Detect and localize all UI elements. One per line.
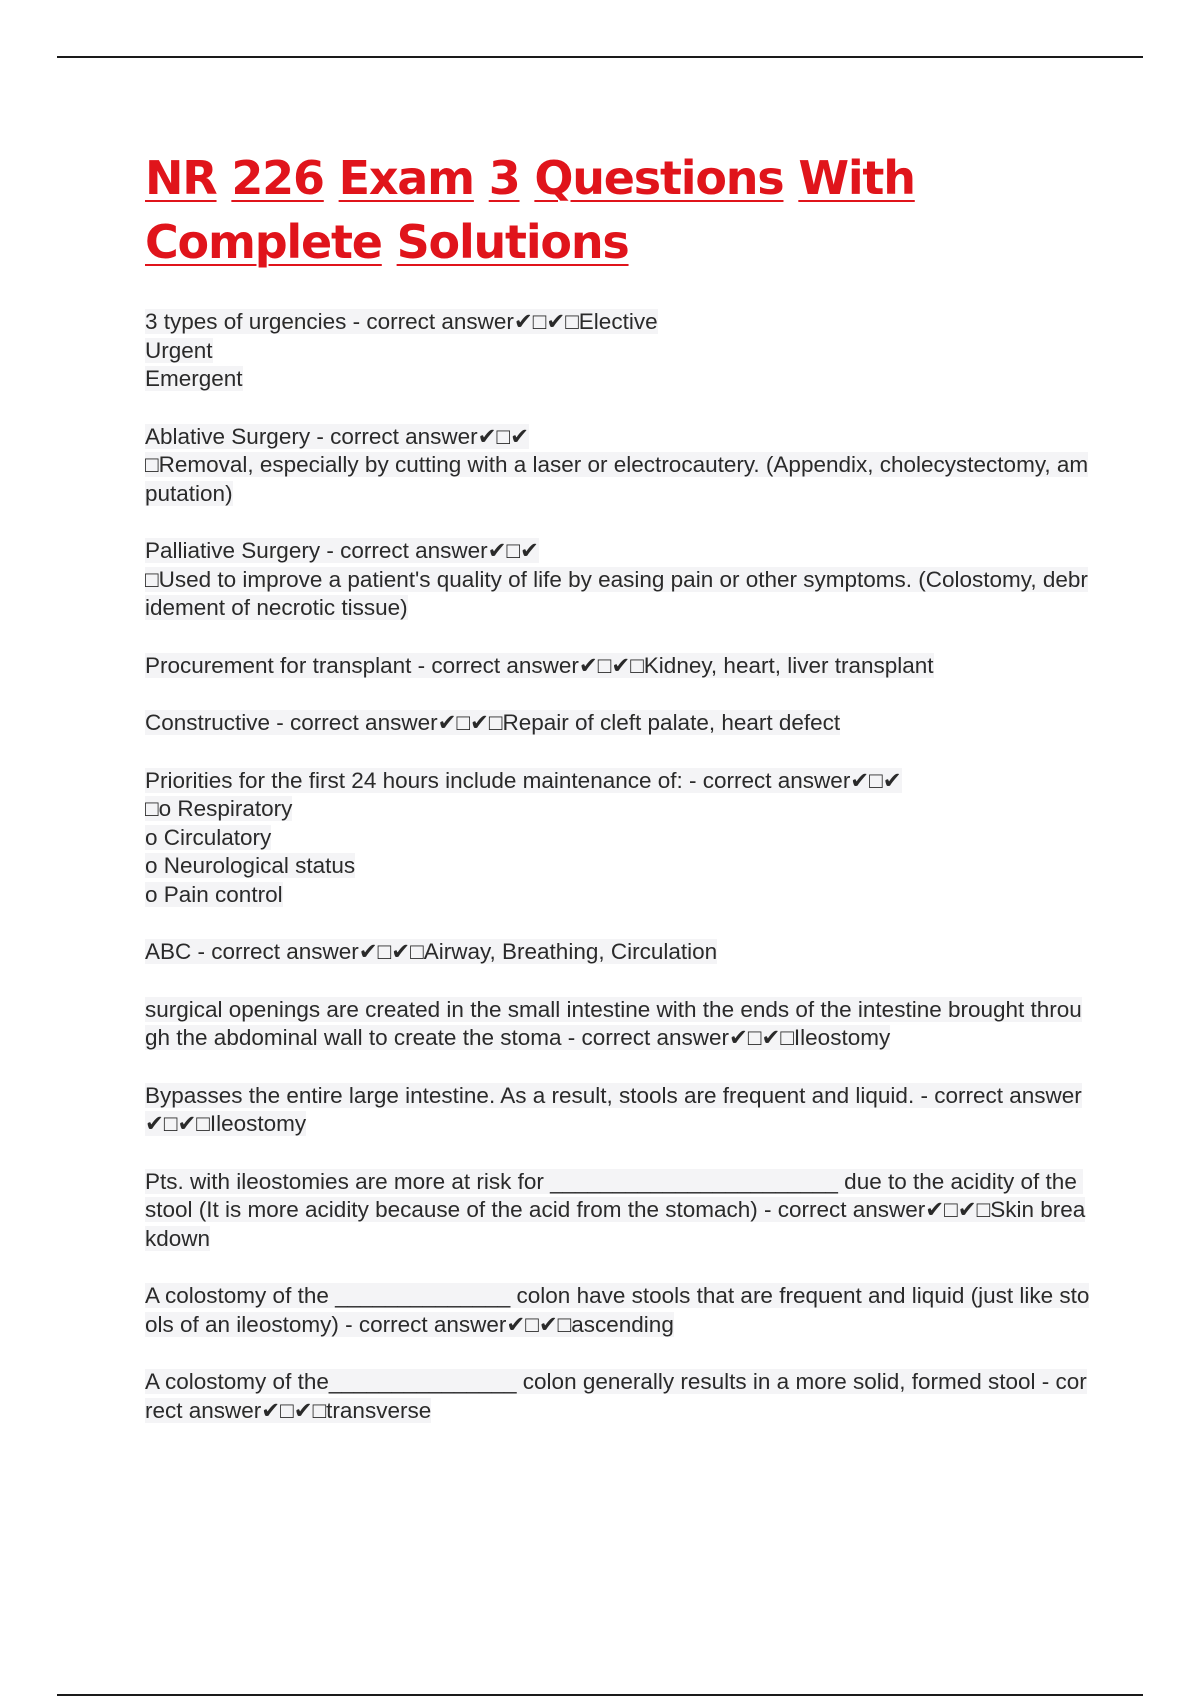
- title-word: 226: [231, 151, 324, 205]
- qa-item: [145, 652, 1091, 681]
- title-word: NR: [145, 151, 217, 205]
- qa-text: Bypasses the entire large intestine. As a result, stools are frequent and liquid. - correct answer✔□✔□Ileostomy: [145, 1082, 1082, 1136]
- qa-text: Palliative Surgery - correct answer✔□✔ □Used to improve a patient's quality of life by easing pain or other symptoms. (Colostomy, debridement of necrotic tissue): [145, 538, 1088, 620]
- qa-text: surgical openings are created in the small intestine with the ends of the intestine brought through the abdominal wall to create the stoma - correct answer✔□✔□Ileostomy: [145, 996, 1082, 1050]
- qa-item: [145, 767, 1091, 910]
- title-word: Questions: [534, 151, 784, 205]
- title-word: Complete: [145, 215, 382, 269]
- qa-text: A colostomy of the_______________ colon generally results in a more solid, formed stool - correct answer✔□✔□transverse: [145, 1369, 1087, 1423]
- qa-item: [145, 423, 1091, 509]
- qa-item: [145, 938, 1091, 967]
- qa-item: [145, 1082, 1091, 1139]
- qa-text: Priorities for the first 24 hours include maintenance of: - correct answer✔□✔ □o Respiratory o Circulatory o Neurological status o Pain control: [145, 767, 902, 907]
- qa-item: [145, 996, 1091, 1053]
- document-title: [145, 146, 1091, 274]
- title-word: Solutions: [396, 215, 629, 269]
- qa-item: [145, 1282, 1091, 1339]
- qa-text: 3 types of urgencies - correct answer✔□✔□Elective Urgent Emergent: [145, 309, 658, 391]
- bottom-rule: [57, 1694, 1143, 1696]
- title-word: Exam: [338, 151, 474, 205]
- qa-text: Procurement for transplant - correct answer✔□✔□Kidney, heart, liver transplant: [145, 652, 934, 678]
- qa-item: [145, 1168, 1091, 1254]
- qa-text: Constructive - correct answer✔□✔□Repair of cleft palate, heart defect: [145, 710, 841, 735]
- qa-item: [145, 709, 1091, 738]
- qa-item: [145, 1368, 1091, 1425]
- title-word: With: [798, 151, 915, 205]
- qa-item: [145, 308, 1091, 394]
- qa-item: [145, 537, 1091, 623]
- qa-list: [145, 308, 1091, 1425]
- qa-text: Pts. with ileostomies are more at risk for _______________________ due to the acidity of the stool (It is more acidity because of the acid from the stomach) - correct answer✔□✔□Skin breakdown: [145, 1168, 1086, 1251]
- title-word: 3: [488, 151, 520, 205]
- qa-text: A colostomy of the ______________ colon have stools that are frequent and liquid (just like stools of an ileostomy) - correct answer✔□✔□ascending: [145, 1283, 1090, 1337]
- top-rule: [57, 56, 1143, 58]
- qa-text: ABC - correct answer✔□✔□Airway, Breathing, Circulation: [145, 939, 718, 964]
- qa-text: Ablative Surgery - correct answer✔□✔ □Removal, especially by cutting with a laser or electrocautery. (Appendix, cholecystectomy, amputation): [145, 423, 1089, 506]
- document-body: [145, 146, 1091, 1454]
